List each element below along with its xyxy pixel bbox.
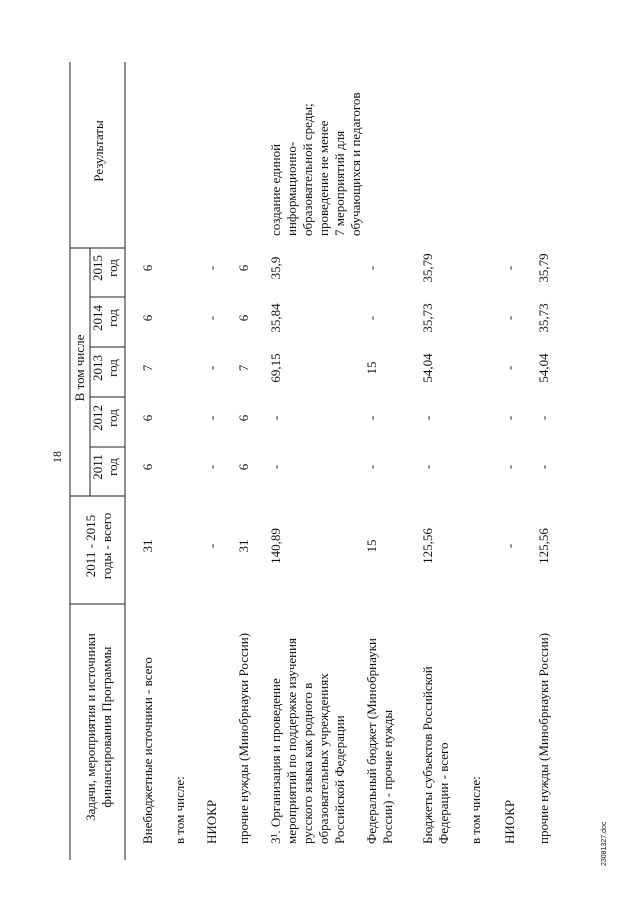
header-tasks xyxy=(83,633,114,821)
year-value: 35,9 xyxy=(268,256,283,280)
year-value: - xyxy=(420,464,435,470)
task-text: НИОКР xyxy=(204,799,219,844)
header-results: Результаты xyxy=(91,120,106,182)
task-text: Российской Федерации xyxy=(332,715,347,844)
year-value: 6 xyxy=(236,463,251,471)
total-value: 140,89 xyxy=(268,528,283,564)
year-value: - xyxy=(268,464,283,470)
total-value: 15 xyxy=(364,539,379,553)
header-tasks-line-2: финансирования Программы xyxy=(99,646,114,808)
year-value: - xyxy=(502,265,517,271)
task-text: НИОКР xyxy=(502,799,517,844)
year-value: 6 xyxy=(236,314,251,322)
year-value: 7 xyxy=(140,364,155,372)
header-year-2011: 2011 xyxy=(90,454,105,480)
year-value: 6 xyxy=(236,264,251,272)
year-value: 54,04 xyxy=(420,353,435,383)
total-value: - xyxy=(204,543,219,549)
result-text: обучающихся и педагогов xyxy=(348,92,363,236)
total-value: 125,56 xyxy=(420,528,435,564)
header-year-2013: 2013 xyxy=(90,355,105,381)
year-value: 6 xyxy=(140,264,155,272)
header-total-line-2: годы - всего xyxy=(99,512,114,580)
header-year-2013-unit: год xyxy=(105,359,120,377)
header-year-2011-unit: год xyxy=(105,458,120,476)
page-number: 18 xyxy=(50,451,64,463)
task-text: в том числе: xyxy=(172,776,187,844)
header-year-2014: 2014 xyxy=(90,305,105,331)
year-value: 6 xyxy=(140,314,155,322)
year-value: - xyxy=(204,315,219,321)
table-body xyxy=(140,92,551,844)
year-value: - xyxy=(204,464,219,470)
year-value: 35,73 xyxy=(420,303,435,333)
task-text: Федерации - всего xyxy=(436,742,451,844)
header-year-2014-unit: год xyxy=(105,309,120,327)
year-value: 35,73 xyxy=(536,303,551,333)
year-value: - xyxy=(502,415,517,421)
task-text: в том числе: xyxy=(468,776,483,844)
year-value: - xyxy=(364,265,379,271)
total-value: 125,56 xyxy=(536,528,551,564)
header-year-2015: 2015 xyxy=(90,255,105,281)
task-text: Бюджеты субъектов Российской xyxy=(420,666,435,844)
task-text: Федеральный бюджет (Минобрнауки xyxy=(364,637,379,844)
year-value: - xyxy=(502,464,517,470)
result-text: информационно- xyxy=(284,141,299,236)
task-text: 3¹. Организация и проведение xyxy=(268,678,283,844)
year-value: 35,84 xyxy=(268,303,283,333)
year-value: - xyxy=(204,265,219,271)
year-value: - xyxy=(536,415,551,421)
year-value: - xyxy=(204,365,219,371)
year-value: - xyxy=(364,415,379,421)
header-total xyxy=(83,513,114,580)
task-text: образовательных учреждениях xyxy=(316,673,331,844)
task-text: мероприятий по поддержке изучения xyxy=(284,637,299,844)
year-value: 69,15 xyxy=(268,353,283,383)
result-text: 7 мероприятий для xyxy=(332,130,347,236)
total-value: 31 xyxy=(236,539,251,553)
year-value: - xyxy=(502,315,517,321)
year-value: - xyxy=(204,415,219,421)
year-value: - xyxy=(268,415,283,421)
year-value: 54,04 xyxy=(536,353,551,383)
year-value: 35,79 xyxy=(536,253,551,283)
total-value: 31 xyxy=(140,539,155,553)
result-text: образовательной среды; xyxy=(300,103,315,236)
header-tasks-line-1: Задачи, мероприятия и источники xyxy=(83,633,98,821)
task-text: прочие нужды (Минобрнауки России) xyxy=(536,632,551,844)
year-value: 15 xyxy=(364,361,379,375)
header-year-2012: 2012 xyxy=(90,405,105,431)
footer-doc-id: 23081327.doc xyxy=(601,821,608,866)
header-group-label: В том числе xyxy=(72,334,87,402)
year-value: - xyxy=(502,365,517,371)
header-year-2012-unit: год xyxy=(105,409,120,427)
task-text: прочие нужды (Минобрнауки России) xyxy=(236,632,251,844)
total-value: - xyxy=(502,543,517,549)
header-year-2015-unit: год xyxy=(105,259,120,277)
year-value: 6 xyxy=(140,414,155,422)
year-value: - xyxy=(420,415,435,421)
year-value: - xyxy=(536,464,551,470)
year-value: 35,79 xyxy=(420,253,435,283)
year-value: 7 xyxy=(236,364,251,372)
year-value: 6 xyxy=(140,463,155,471)
year-value: 6 xyxy=(236,414,251,422)
task-text: России) - прочие нужды xyxy=(380,709,395,844)
result-text: создание единой xyxy=(268,143,283,236)
result-text: проведение не менее xyxy=(316,120,331,236)
task-text: русского языка как родного в xyxy=(300,682,315,844)
year-value: - xyxy=(364,315,379,321)
year-value: - xyxy=(364,464,379,470)
header-years xyxy=(90,255,120,480)
task-text: Внебюджетные источники - всего xyxy=(140,657,155,844)
header-total-line-1: 2011 - 2015 xyxy=(83,514,98,578)
